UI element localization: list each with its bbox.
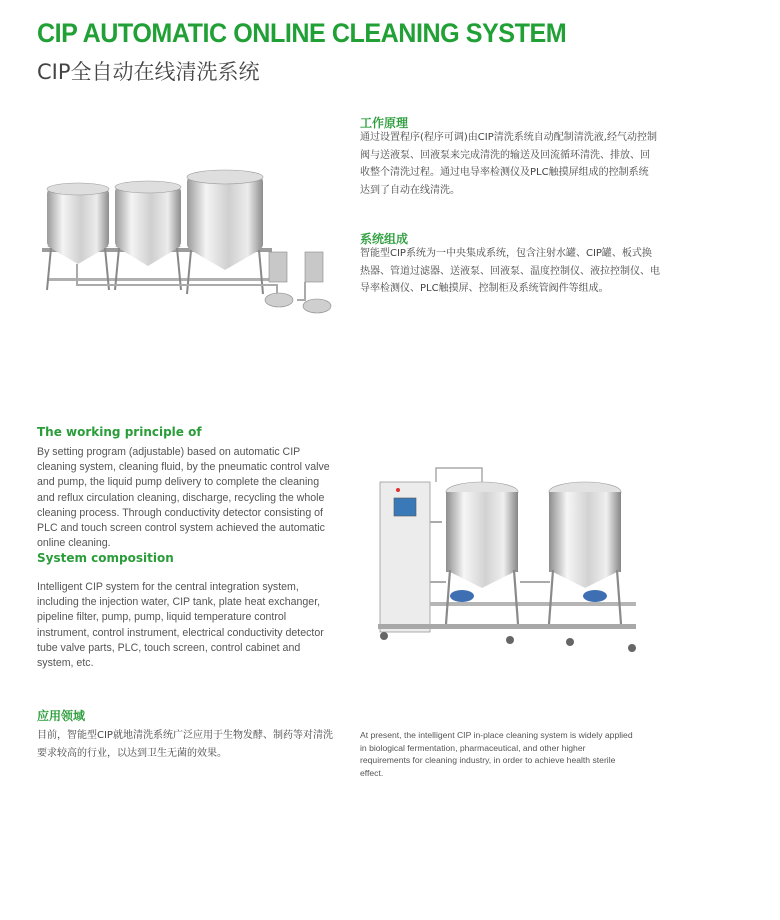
cn-principle-text (360, 129, 680, 199)
text-line: Intelligent CIP system for the central integration system, (37, 581, 299, 593)
en-principle-heading: The working principle of (37, 425, 202, 439)
text-line: 通过设置程序(程序可调)由CIP清洗系统自动配制清洗液,经气动控制 (360, 132, 657, 143)
cn-composition-heading: 系统组成 (360, 232, 409, 246)
cn-composition-text (360, 245, 680, 298)
text-line: By setting program (adjustable) based on automatic CIP (37, 446, 301, 458)
text-line: and pump, the liquid pump delivery to complete the cleaning (37, 476, 320, 489)
two-tank-cip-photo (370, 462, 650, 654)
text-line: 要求较高的行业，以达到卫生无菌的效果。 (37, 747, 227, 759)
text-line: 收整个清洗过程。通过电导率检测仪及PLC触摸屏组成的控制系统 (360, 167, 649, 178)
page-title-chinese: CIP全自动在线清洗系统 (37, 60, 260, 84)
text-line: instrument, control instrument, electrical conductivity detector (37, 626, 324, 639)
text-line: 智能型CIP系统为一中央集成系统，包含注射水罐、CIP罐、板式换 (360, 248, 652, 259)
text-line: At present, the intelligent CIP in-place cleaning system is widely applied (360, 730, 633, 740)
cn-application-text (37, 727, 357, 762)
cn-principle-heading: 工作原理 (360, 116, 409, 130)
text-line: PLC and touch screen control system achieved the automatic (37, 522, 325, 535)
en-principle-text (37, 445, 347, 551)
text-line: tube valve parts, PLC, touch screen, control cabinet and (37, 641, 301, 654)
text-line: 热器、管道过滤器、送液泵、回液泵、温度控制仪、液拉控制仪、电 (360, 265, 660, 277)
cn-application-heading: 应用领域 (37, 709, 86, 723)
text-line: and reflux circulation cleaning, discharge, recycling the whole (37, 491, 325, 504)
en-composition-heading: System composition (37, 551, 174, 565)
text-line: including the injection water, CIP tank, plate heat exchanger, (37, 596, 321, 609)
text-line: 达到了自动在线清洗。 (360, 184, 460, 196)
text-line: requirements for cleaning industry, in order to achieve health sterile (360, 755, 616, 766)
text-line: cleaning process. Through conductivity detector consisting of (37, 506, 323, 519)
text-line: online cleaning. (37, 537, 111, 550)
page-title-english: CIP AUTOMATIC ONLINE CLEANING SYSTEM (37, 18, 567, 48)
three-tank-cip-photo (37, 160, 337, 330)
text-line: 阀与送液泵、回液泵来完成清洗的输送及回流循环清洗、排放、回 (360, 149, 650, 161)
text-line: 导率检测仪、PLC触摸屏、控制柜及系统管阀件等组成。 (360, 283, 609, 294)
text-line: pipeline filter, pump, pump, liquid temperature control (37, 611, 287, 624)
text-line: 目前，智能型CIP就地清洗系统广泛应用于生物发酵、制药等对清洗 (37, 730, 333, 741)
text-line: in biological fermentation, pharmaceutical, and other higher (360, 742, 586, 753)
text-line: system, etc. (37, 657, 94, 670)
en-application-text (360, 729, 680, 779)
text-line: cleaning system, cleaning fluid, by the pneumatic control valve (37, 461, 330, 474)
en-composition-text (37, 580, 347, 671)
text-line: effect. (360, 767, 384, 778)
